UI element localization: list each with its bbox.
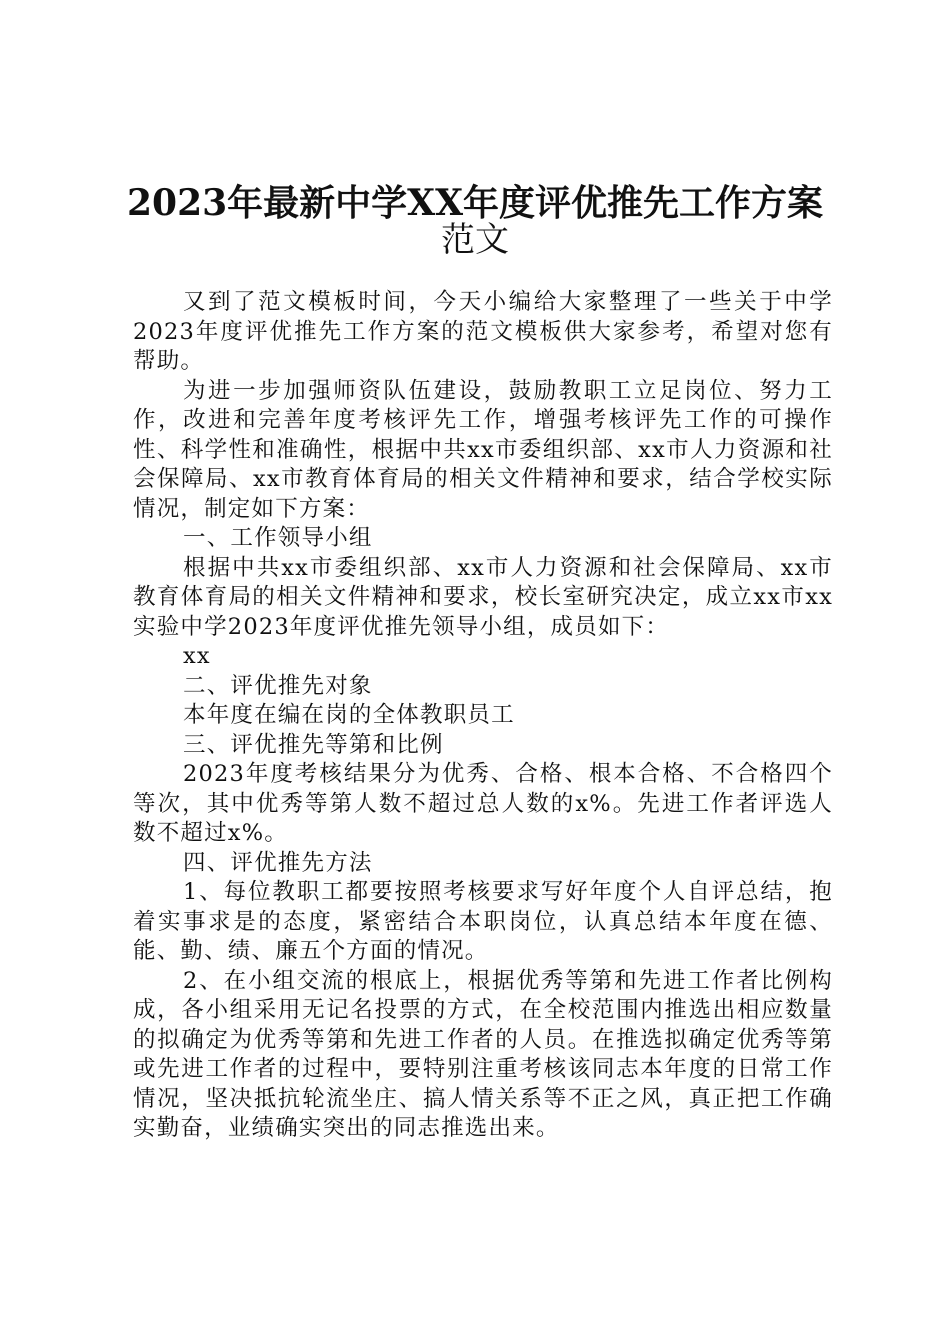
paragraph-method-2: 2、在小组交流的根底上，根据优秀等第和先进工作者比例构成，各小组采用无记名投票的方式，在全校范围内推选出相应数量的拟确定为优秀等第和先进工作者的人员。在推选拟确定优秀等第或先进工作者的过程中，要特别注重考核该同志本年度的日常工作情况，坚决抵抗轮流坐庄、搞人情关系等不正之风，真正把工作确实勤奋，业绩确实突出的同志推选出来。 — [133, 967, 833, 1141]
paragraph-ratio: 2023年度考核结果分为优秀、合格、根本合格、不合格四个等次，其中优秀等第人数不超过总人数的x%。先进工作者评选人数不超过x%。 — [133, 761, 833, 846]
document-title-line-1: 2023年最新中学XX年度评优推先工作方案 — [126, 182, 824, 224]
section-heading-3: 三、评优推先等第和比例 — [183, 731, 444, 758]
document-title-line-2: 范文 — [441, 220, 509, 260]
paragraph-method-1: 1、每位教职工都要按照考核要求写好年度个人自评总结，抱着实事求是的态度，紧密结合本职岗位，认真总结本年度在德、能、勤、绩、廉五个方面的情况。 — [133, 879, 833, 964]
section-heading-2: 二、评优推先对象 — [183, 672, 373, 699]
section-heading-1: 一、工作领导小组 — [183, 525, 373, 551]
section-heading-4: 四、评优推先方法 — [183, 849, 373, 876]
paragraph-purpose: 为进一步加强师资队伍建设，鼓励教职工立足岗位、努力工作，改进和完善年度考核评先工作，增强考核评先工作的可操作性、科学性和准确性，根据中共xx市委组织部、xx市人力资源和社会保障局、xx市教育体育局的相关文件精神和要求，结合学校实际情况，制定如下方案： — [133, 377, 833, 522]
paragraph-leadership: 根据中共xx市委组织部、xx市人力资源和社会保障局、xx市教育体育局的相关文件精神和要求，校长室研究决定，成立xx市xx实验中学2023年度评优推先领导小组，成员如下： — [133, 554, 833, 640]
paragraph-target: 本年度在编在岗的全体教职员工 — [183, 702, 515, 728]
paragraph-members: xx — [183, 643, 211, 669]
paragraph-intro: 又到了范文模板时间，今天小编给大家整理了一些关于中学2023年度评优推先工作方案的范文模板供大家参考，希望对您有帮助。 — [133, 289, 833, 374]
document-body — [133, 288, 833, 1144]
